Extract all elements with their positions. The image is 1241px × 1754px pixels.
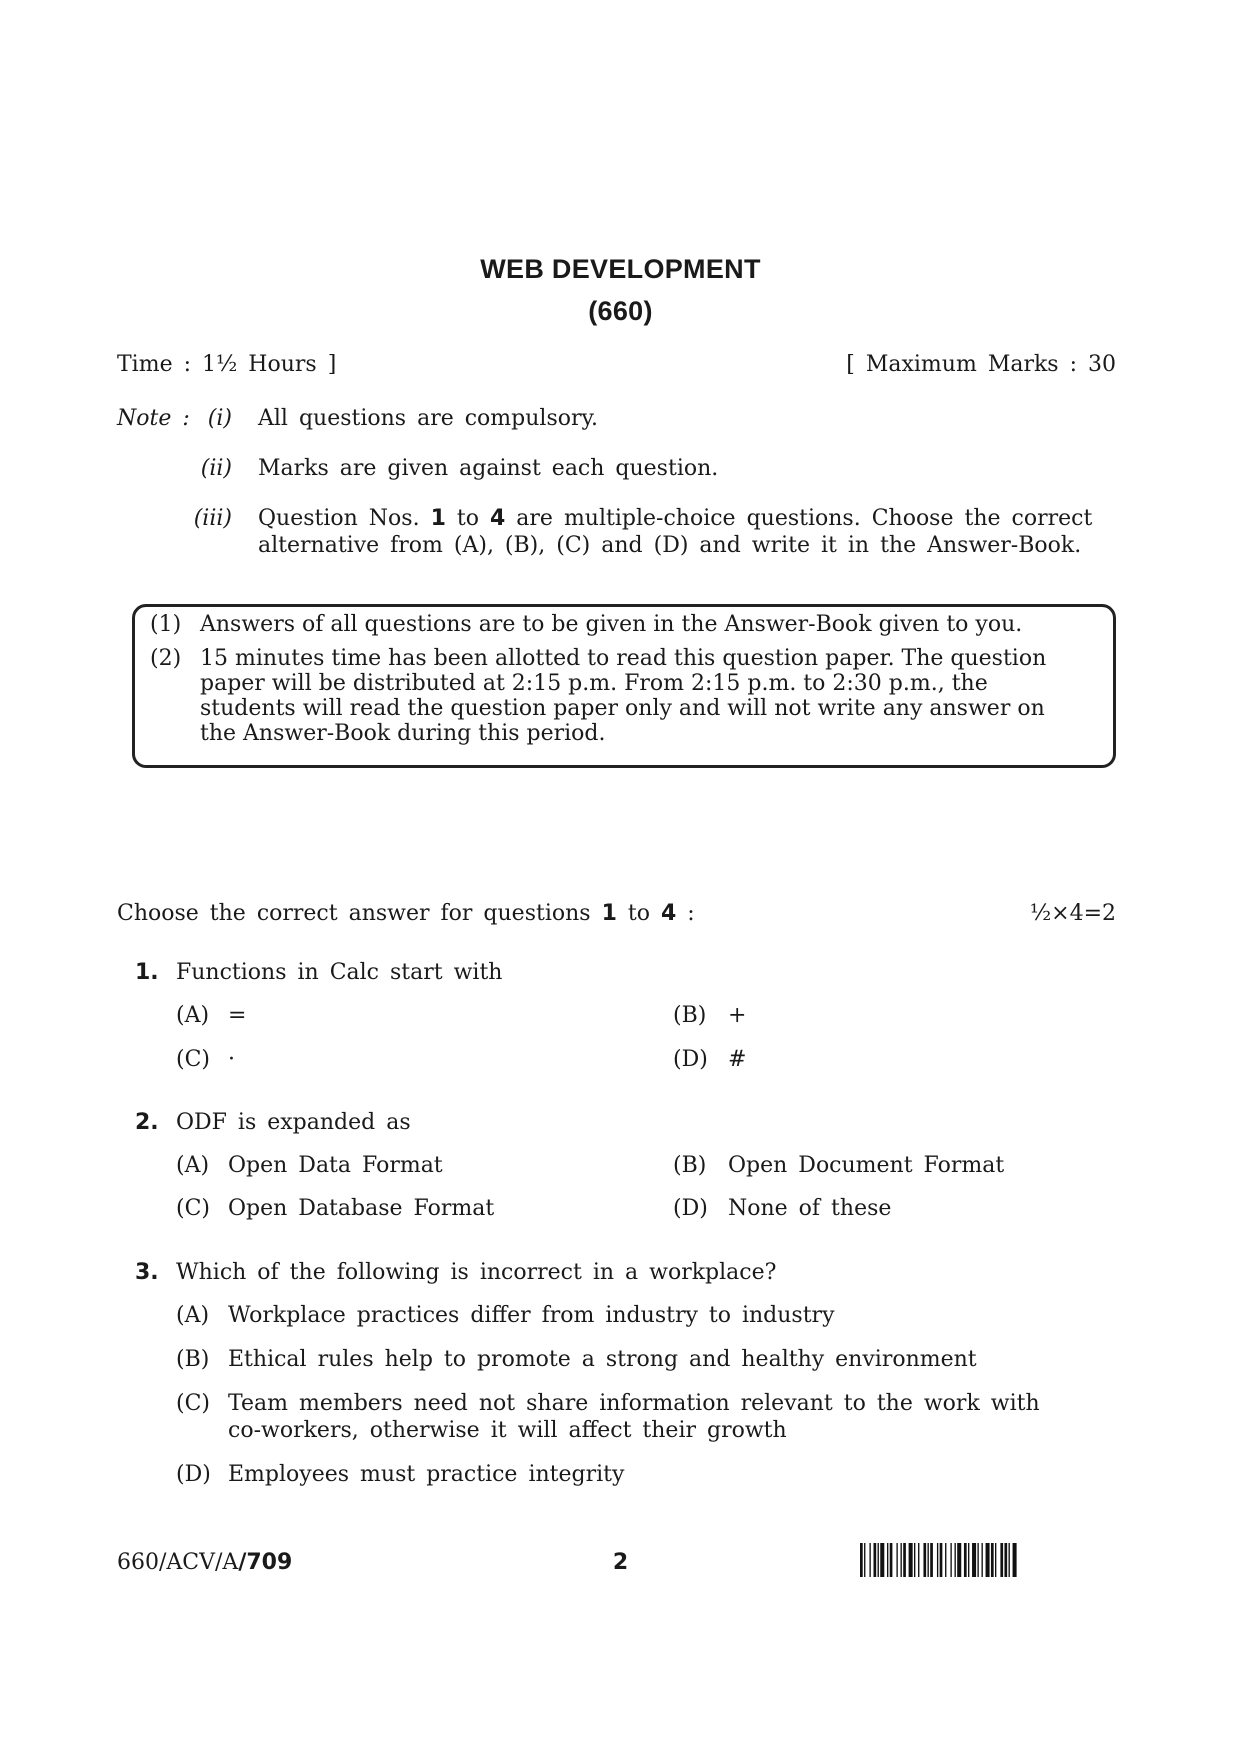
barcode-bar [874, 1543, 877, 1577]
barcode-bar [923, 1543, 926, 1577]
section-marks: ½×4=2 [1029, 901, 1116, 926]
note-item-text-continued: alternative from (A), (B), (C) and (D) and write it in the Answer-Book. [258, 533, 1082, 558]
question-range-end: 4 [660, 901, 677, 926]
note-item-number: (i) [207, 406, 232, 431]
time-allowed: Time : 1½ Hours ] [117, 352, 337, 377]
question-text: Functions in Calc start with [176, 960, 503, 985]
section-text: : [687, 901, 695, 926]
barcode-bar [901, 1543, 902, 1577]
barcode-bar [957, 1543, 961, 1577]
note-item-number: (ii) [200, 456, 232, 481]
question-range-start: 1 [430, 506, 446, 531]
question-number: 1. [135, 960, 159, 985]
question-range-start: 1 [601, 901, 617, 926]
option-key: (D) [176, 1462, 211, 1487]
paper-title: WEB DEVELOPMENT [480, 254, 761, 284]
barcode-bar [955, 1543, 956, 1577]
note-item-text: All questions are compulsory. [258, 406, 599, 431]
barcode-bar [918, 1543, 919, 1577]
option-key: (D) [673, 1047, 708, 1072]
note-item-number: (iii) [193, 506, 232, 531]
option-text: Employees must practice integrity [228, 1462, 625, 1487]
question-number: 2. [135, 1110, 159, 1135]
barcode-bar [972, 1543, 976, 1577]
option-key: (A) [176, 1003, 210, 1028]
barcode-bar [991, 1543, 994, 1577]
question-text: ODF is expanded as [176, 1110, 411, 1135]
barcode-bar [977, 1543, 978, 1577]
barcode-bar [887, 1543, 888, 1577]
box-item-text: the Answer-Book during this period. [200, 721, 606, 746]
barcode-bar [890, 1543, 893, 1577]
barcode-bar [903, 1543, 906, 1577]
barcode-bar [937, 1543, 938, 1577]
box-item-text: paper will be distributed at 2:15 p.m. From 2:15 p.m. to 2:30 p.m., the [200, 671, 988, 696]
option-key: (C) [176, 1391, 210, 1416]
section-text: to [627, 901, 650, 926]
box-item-number: (2) [150, 646, 182, 671]
option-key: (B) [673, 1153, 707, 1178]
barcode-bar [914, 1543, 915, 1577]
option-text: Open Document Format [728, 1153, 1005, 1178]
question-text: Which of the following is incorrect in a workplace? [176, 1260, 777, 1285]
option-key: (D) [673, 1196, 708, 1221]
paper-code-plain: 660/ACV/A [117, 1550, 239, 1575]
section-text: Choose the correct answer for questions [117, 901, 591, 926]
option-key: (B) [176, 1347, 210, 1372]
barcode-bar [995, 1543, 996, 1577]
barcode-bar [1009, 1543, 1010, 1577]
box-item-text: students will read the question paper only and will not write any answer on [200, 696, 1045, 721]
barcode-bar [982, 1543, 983, 1577]
barcode-bar [864, 1543, 865, 1577]
barcode-bar [869, 1543, 870, 1577]
option-text-continued: co-workers, otherwise it will affect their growth [228, 1418, 787, 1443]
barcode-bar [909, 1543, 913, 1577]
barcode-bar [1013, 1543, 1017, 1577]
option-text: Ethical rules help to promote a strong and healthy environment [228, 1347, 977, 1372]
barcode-bar [945, 1543, 946, 1577]
option-key: (C) [176, 1047, 210, 1072]
barcode-bar [930, 1543, 933, 1577]
barcode-bar [950, 1543, 951, 1577]
box-item-text: 15 minutes time has been allotted to read this question paper. The question [200, 646, 1047, 671]
option-text: # [728, 1047, 747, 1072]
option-text: None of these [728, 1196, 892, 1221]
option-key: (A) [176, 1303, 210, 1328]
barcode-bar [860, 1543, 863, 1577]
option-key: (C) [176, 1196, 210, 1221]
barcode-bar [928, 1543, 929, 1577]
option-key: (A) [176, 1153, 210, 1178]
barcode-bar [880, 1543, 884, 1577]
barcode-bar [964, 1543, 967, 1577]
option-text: = [228, 1003, 247, 1028]
maximum-marks: [ Maximum Marks : 30 [846, 352, 1116, 377]
option-text: Workplace practices differ from industry to industry [228, 1303, 835, 1328]
note-text-part: are multiple-choice questions. Choose the correct [516, 506, 1093, 531]
paper-code-bold: /709 [238, 1550, 293, 1575]
note-item-text [258, 506, 1118, 531]
barcode-bar [896, 1543, 897, 1577]
option-text: + [728, 1003, 747, 1028]
option-text: Open Data Format [228, 1153, 443, 1178]
barcode-bar [986, 1543, 990, 1577]
option-text: · [228, 1047, 235, 1072]
barcode-bar [878, 1543, 879, 1577]
barcode-bar [940, 1543, 943, 1577]
barcode-bar [968, 1543, 969, 1577]
paper-code: (660) [588, 296, 653, 326]
note-text-part: to [456, 506, 479, 531]
box-item-text: Answers of all questions are to be given in the Answer-Book given to you. [200, 612, 1023, 637]
question-range-end: 4 [489, 506, 506, 531]
note-label: Note : [117, 406, 190, 431]
page-number: 2 [612, 1550, 629, 1575]
note-text-part: Question Nos. [258, 506, 420, 531]
barcode-bar [1000, 1543, 1003, 1577]
option-text: Open Database Format [228, 1196, 495, 1221]
barcode [860, 1543, 1120, 1577]
option-text: Team members need not share information relevant to the work with [228, 1391, 1040, 1416]
note-item-text: Marks are given against each question. [258, 456, 719, 481]
box-item-number: (1) [150, 612, 182, 637]
barcode-bar [1004, 1543, 1007, 1577]
option-key: (B) [673, 1003, 707, 1028]
question-number: 3. [135, 1260, 159, 1285]
section-instruction [117, 901, 695, 926]
